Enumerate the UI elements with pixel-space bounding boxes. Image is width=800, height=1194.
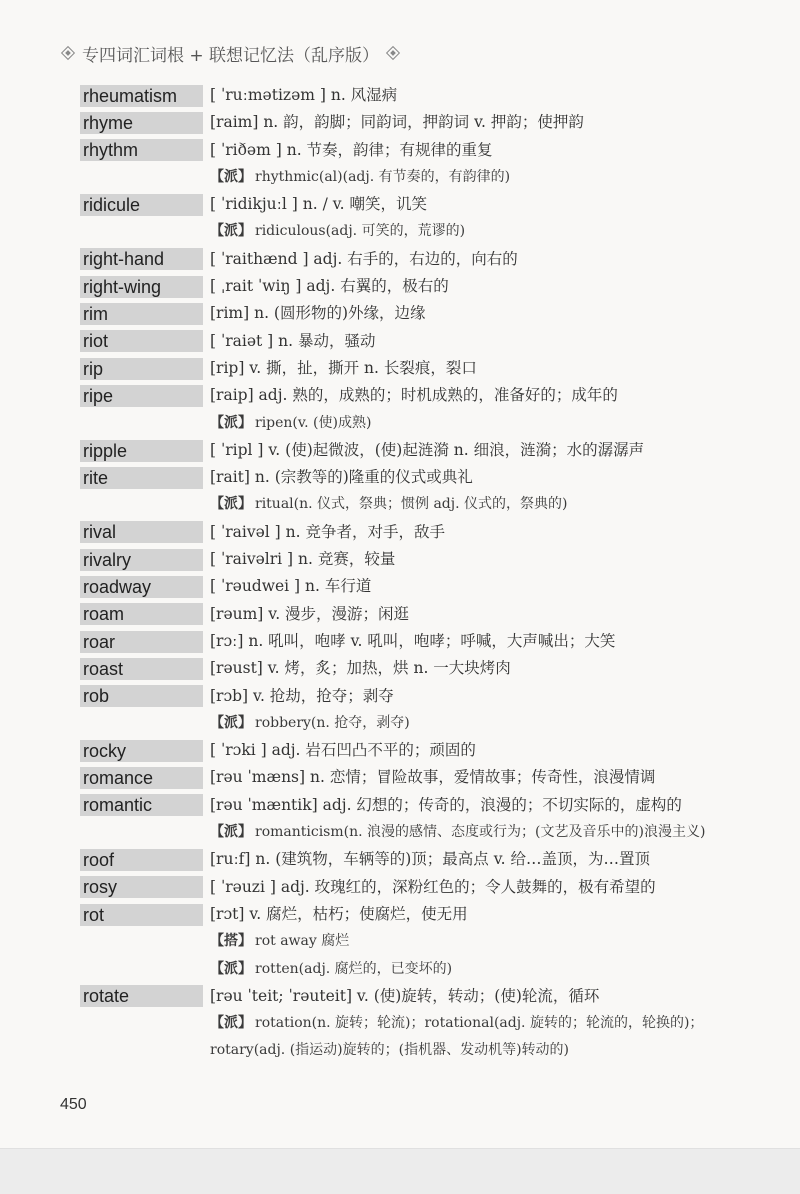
definition: [ ˈrɔki ] adj. 岩石凹凸不平的；顽固的: [210, 741, 476, 760]
diamond-ornament-icon: [62, 47, 74, 59]
headword: roof: [80, 849, 203, 871]
entry-row: [80, 273, 740, 300]
note-tag: 【派】: [210, 168, 252, 185]
entry-row: [80, 328, 740, 355]
headword: romance: [80, 767, 203, 789]
note-tag: 【搭】: [210, 933, 252, 950]
headword: rosy: [80, 876, 203, 898]
definition: [ ˈrəuzi ] adj. 玫瑰红的，深粉红色的；令人鼓舞的，极有希望的: [210, 877, 656, 896]
entry-row: [80, 983, 740, 1010]
entry-row: [80, 382, 740, 409]
derivative-note: [80, 410, 740, 437]
entry-row: [80, 300, 740, 327]
note-tag: 【派】: [210, 714, 252, 731]
headword: rim: [80, 303, 203, 325]
definition: [ ˈrəudwei ] n. 车行道: [210, 577, 372, 596]
vocab-entry: [80, 273, 740, 300]
definition: [rɔː] n. 吼叫，咆哮 v. 吼叫，咆哮；呼喊，大声喊出；大笑: [210, 631, 616, 650]
vocab-entry: [80, 519, 740, 546]
headword: ridicule: [80, 194, 203, 216]
entry-row: [80, 764, 740, 791]
vocab-entry: [80, 846, 740, 873]
headword: rheumatism: [80, 85, 203, 107]
note-tag: 【派】: [210, 223, 252, 240]
running-header: [62, 38, 399, 68]
derivative-note: [80, 819, 740, 846]
vocab-entry: [80, 983, 740, 1065]
entry-row: [80, 137, 740, 164]
entry-row: [80, 246, 740, 273]
vocab-entry: [80, 573, 740, 600]
headword: ripple: [80, 440, 203, 462]
vocab-entry: [80, 601, 740, 628]
definition: [ ˈriðəm ] n. 节奏，韵律；有规律的重复: [210, 140, 493, 159]
definition: [ ˈraivəlri ] n. 竞赛，较量: [210, 550, 396, 569]
vocab-entry: [80, 437, 740, 464]
entry-row: [80, 901, 740, 928]
definition: [rim] n. (圆形物的)外缘，边缘: [210, 304, 426, 323]
note-tag: 【派】: [210, 496, 252, 513]
note-text: robbery(n. 抢夺，剥夺): [255, 714, 410, 731]
definition: [rait] n. (宗教等的)隆重的仪式或典礼: [210, 468, 473, 487]
derivative-note: [80, 956, 740, 983]
entry-row: [80, 573, 740, 600]
header-title: 专四词汇词根 + 联想记忆法（乱序版）: [82, 45, 380, 66]
derivative-note: [80, 928, 740, 955]
vocab-entry: [80, 300, 740, 327]
headword: rot: [80, 904, 203, 926]
note-text: ripen(v. (使)成熟): [255, 414, 372, 431]
derivative-note: [80, 1010, 740, 1065]
vocab-entry: [80, 355, 740, 382]
note-tag: 【派】: [210, 414, 252, 431]
definition: [ ˈruːmətizəm ] n. 风湿病: [210, 86, 398, 104]
note-text: romanticism(n. 浪漫的感情、态度或行为；(文艺及音乐中的)浪漫主义): [255, 824, 706, 841]
entry-row: [80, 792, 740, 819]
note-text: rhythmic(al)(adj. 有节奏的，有韵律的): [255, 168, 511, 185]
headword: roadway: [80, 576, 203, 598]
definition: [rɔb] v. 抢劫，抢夺；剥夺: [210, 686, 394, 705]
headword: right-wing: [80, 276, 203, 298]
headword: riot: [80, 330, 203, 352]
note-tag: 【派】: [210, 824, 252, 841]
vocabulary-list: [80, 82, 740, 1065]
headword: rob: [80, 685, 203, 707]
entry-row: [80, 874, 740, 901]
vocab-entry: [80, 792, 740, 847]
vocab-entry: [80, 246, 740, 273]
vocab-entry: [80, 901, 740, 983]
derivative-note: [80, 218, 740, 245]
note-text: rot away 腐烂: [255, 933, 350, 950]
entry-row: [80, 519, 740, 546]
entry-row: [80, 437, 740, 464]
note-tag: 【派】: [210, 960, 252, 977]
entry-row: [80, 82, 740, 109]
note-tag: 【派】: [210, 1015, 252, 1032]
headword: rocky: [80, 740, 203, 762]
note-text: ridiculous(adj. 可笑的，荒谬的): [255, 223, 466, 240]
headword: roast: [80, 658, 203, 680]
definition: [rəum] v. 漫步，漫游；闲逛: [210, 604, 410, 623]
headword: rhythm: [80, 139, 203, 161]
entry-row: [80, 655, 740, 682]
definition: [rəu ˈmæntik] adj. 幻想的；传奇的，浪漫的；不切实际的，虚构的: [210, 795, 682, 814]
definition: [rəust] v. 烤，炙；加热，烘 n. 一大块烤肉: [210, 659, 511, 678]
vocab-entry: [80, 655, 740, 682]
definition: [raip] adj. 熟的，成熟的；时机成熟的，准备好的；成年的: [210, 386, 618, 405]
vocab-entry: [80, 737, 740, 764]
definition: [ ˈridikjuːl ] n. / v. 嘲笑，讥笑: [210, 195, 428, 214]
note-text: rotten(adj. 腐烂的，已变坏的): [255, 960, 453, 977]
definition: [rip] v. 撕，扯，撕开 n. 长裂痕，裂口: [210, 358, 477, 377]
vocab-entry: [80, 382, 740, 437]
definition: [ ˈripl ] v. (使)起微波，(使)起涟漪 n. 细浪，涟漪；水的潺潺声: [210, 440, 645, 459]
definition: [rɔt] v. 腐烂，枯朽；使腐烂，使无用: [210, 904, 468, 923]
page-number: 450: [60, 1096, 87, 1113]
vocab-entry: [80, 109, 740, 136]
definition: [raim] n. 韵，韵脚；同韵词，押韵词 v. 押韵；使押韵: [210, 113, 584, 132]
definition: [ ˌrait ˈwiŋ ] adj. 右翼的，极右的: [210, 277, 449, 296]
vocab-entry: [80, 683, 740, 738]
definition: [rəu ˈteit; ˈrəuteit] v. (使)旋转，转动；(使)轮流，循环: [210, 986, 600, 1005]
headword: rival: [80, 521, 203, 543]
vocab-entry: [80, 764, 740, 791]
note-text: rotation(n. 旋转；轮流)；rotational(adj. 旋转的；轮流的，轮换的)；rotary(adj. (指运动)旋转的；(指机器、发动机等)转动的): [210, 1015, 704, 1059]
derivative-note: [80, 710, 740, 737]
headword: roam: [80, 603, 203, 625]
definition: [rəu ˈmæns] n. 恋情；冒险故事，爱情故事；传奇性，浪漫情调: [210, 768, 656, 787]
vocab-entry: [80, 464, 740, 519]
entry-row: [80, 464, 740, 491]
headword: roar: [80, 631, 203, 653]
diamond-ornament-icon: [387, 47, 399, 59]
entry-row: [80, 846, 740, 873]
vocab-entry: [80, 191, 740, 246]
entry-row: [80, 683, 740, 710]
page-bottom-margin: [0, 1148, 800, 1194]
entry-row: [80, 546, 740, 573]
headword: romantic: [80, 794, 203, 816]
entry-row: [80, 737, 740, 764]
definition: [ ˈraithænd ] adj. 右手的，右边的，向右的: [210, 249, 518, 268]
headword: ripe: [80, 385, 203, 407]
headword: rhyme: [80, 112, 203, 134]
entry-row: [80, 191, 740, 218]
headword: rip: [80, 358, 203, 380]
headword: rivalry: [80, 549, 203, 571]
definition: [ ˈraivəl ] n. 竞争者，对手，敌手: [210, 522, 445, 541]
vocab-entry: [80, 137, 740, 192]
headword: rite: [80, 467, 203, 489]
definition: [ruːf] n. (建筑物，车辆等的)顶；最高点 v. 给…盖顶，为…置顶: [210, 850, 651, 869]
definition: [ ˈraiət ] n. 暴动，骚动: [210, 331, 376, 350]
note-text: ritual(n. 仪式，祭典；惯例 adj. 仪式的，祭典的): [255, 496, 568, 513]
headword: right-hand: [80, 248, 203, 270]
entry-row: [80, 355, 740, 382]
entry-row: [80, 109, 740, 136]
vocab-entry: [80, 874, 740, 901]
headword: rotate: [80, 985, 203, 1007]
entry-row: [80, 601, 740, 628]
derivative-note: [80, 491, 740, 518]
vocab-entry: [80, 328, 740, 355]
vocab-entry: [80, 82, 740, 109]
entry-row: [80, 628, 740, 655]
vocab-entry: [80, 546, 740, 573]
derivative-note: [80, 164, 740, 191]
vocab-entry: [80, 628, 740, 655]
